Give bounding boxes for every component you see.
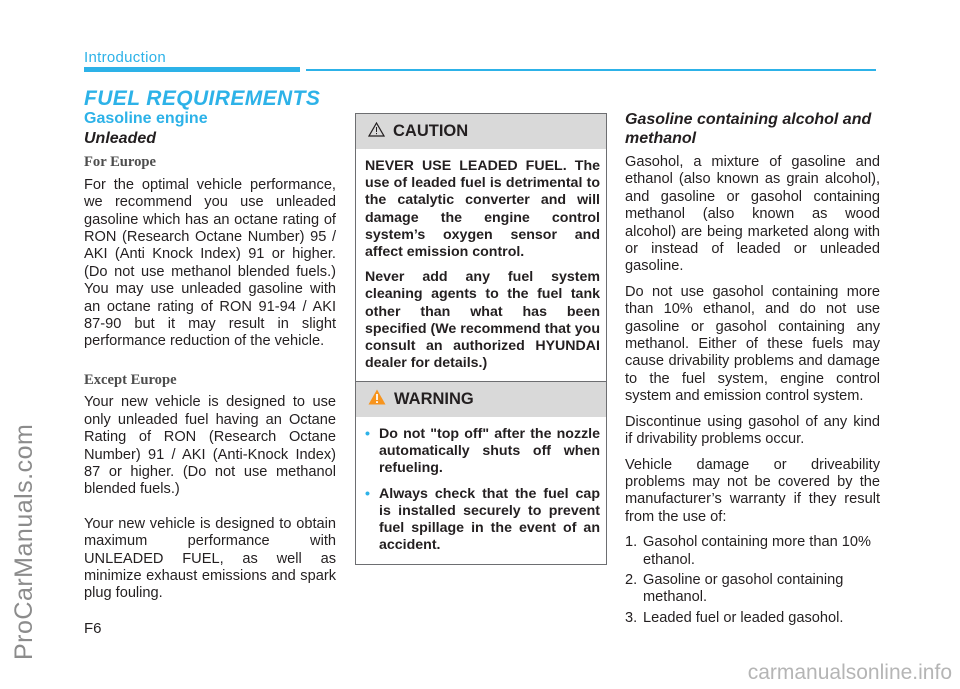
column-left [84, 110, 336, 611]
header-rule-thin [306, 69, 876, 71]
list-item [365, 486, 600, 555]
list-number: 3. [625, 609, 638, 626]
alcohol-methanol-heading: Gasoline containing alcohol and methanol [625, 111, 872, 147]
list-item [365, 426, 600, 478]
warning-title: WARNING [394, 390, 474, 408]
column-right [625, 110, 880, 630]
gasoline-engine-heading: Gasoline engine [84, 110, 208, 127]
list-item [625, 534, 880, 569]
body-paragraph: Discontinue using gasohol of any kind if drivability problems occur. [625, 413, 880, 448]
for-europe-heading: For Europe [84, 154, 157, 171]
header-rule-thick [84, 67, 300, 72]
page-number: F6 [84, 620, 102, 637]
body-paragraph: Gasohol, a mixture of gasoline and ethanol (also known as grain alcohol), and gasoline or gasohol containing methanol (also known as wood alcohol) are being marketed along with or instead of leaded or unleaded gasoline. [625, 154, 880, 275]
side-watermark: ProCarManuals.com [10, 423, 38, 660]
body-paragraph: Do not use gasohol containing more than 10% ethanol, and do not use gasoline or gasohol containing any methanol. Either of these fuels may cause drivability problems and damage to the fuel system, engine control system and emission control system. [625, 283, 880, 405]
caution-box [355, 113, 607, 383]
list-item-text: Gasohol containing more than 10% ethanol. [643, 534, 871, 568]
caution-body [356, 149, 606, 382]
warning-list [365, 426, 600, 554]
warning-box [355, 381, 607, 565]
list-item [625, 572, 880, 607]
warning-item-text: Always check that the fuel cap is installed securely to prevent fuel spillage in the event of an accident. [379, 485, 600, 554]
list-number: 1. [625, 534, 638, 551]
unleaded-heading: Unleaded [84, 130, 157, 148]
except-europe-text: Your new vehicle is designed to use only unleaded fuel having an Octane Rating of RON (Research Octane Number) 91 / AKI (Anti-Knock Index) 87 or higher. (Do not use methanol blended fuels.) [84, 394, 336, 498]
body-paragraph: Vehicle damage or driveability problems may not be covered by the manufacturer’s warranty if they result from the use of: [625, 456, 880, 525]
closing-text: Your new vehicle is designed to obtain maximum performance with UNLEADED FUEL, as well as minimize exhaust emissions and spark plug fouling. [84, 515, 336, 602]
caution-paragraph: Never add any fuel system cleaning agents to the fuel tank other than what has been specified (We recommend that you consult an authorized HYUNDAI dealer for details.) [365, 269, 600, 372]
bullet-icon: • [365, 426, 370, 442]
caution-title: CAUTION [393, 122, 469, 140]
except-europe-heading: Except Europe [84, 371, 177, 388]
bottom-watermark: carmanualsonline.info [747, 661, 952, 684]
for-europe-text: For the optimal vehicle performance, we recommend you use unleaded gasoline which has an octane rating of RON (Research Octane Number) 95 / AKI (Anti Knock Index) 91 or higher. (Do not use methanol blended fuels.) You may use unleaded gasoline with an octane rating of RON 91-94 / AKI 87-90 but it may result in slight performance reduction of the vehicle. [84, 176, 336, 350]
section-title: Introduction [84, 49, 166, 66]
warning-item-text: Do not "top off" after the nozzle automatically shuts off when refueling. [379, 426, 600, 477]
list-item [625, 610, 880, 627]
caution-triangle-icon [368, 122, 385, 142]
bullet-icon: • [365, 485, 370, 502]
list-item-text: Gasoline or gasohol containing methanol. [643, 571, 844, 606]
warning-header [356, 382, 606, 417]
warning-body [356, 417, 606, 564]
list-item-text: Leaded fuel or leaded gasohol. [643, 609, 844, 626]
warning-triangle-icon [368, 389, 386, 410]
page-title: FUEL REQUIREMENTS [84, 87, 321, 110]
caution-paragraph: NEVER USE LEADED FUEL. The use of leaded fuel is detrimental to the catalytic converter and will damage the engine control system’s oxygen sensor and affect emission control. [365, 158, 600, 261]
warranty-exclusion-list [625, 534, 880, 627]
list-number: 2. [625, 571, 638, 588]
caution-header [356, 114, 606, 149]
